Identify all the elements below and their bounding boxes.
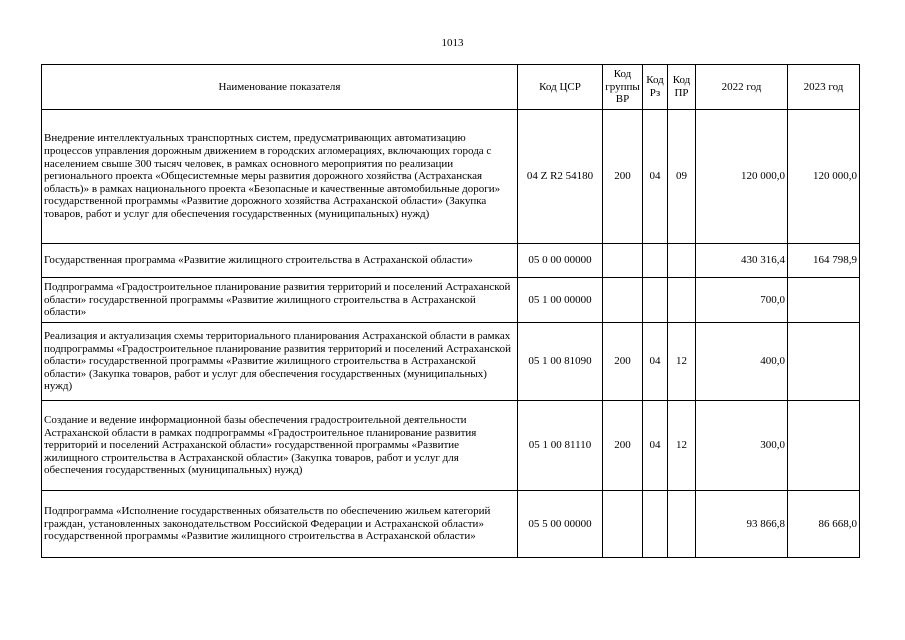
table-row [42, 244, 860, 278]
row-2022: 120 000,0 [696, 110, 788, 244]
header-rz: Код Рз [643, 65, 668, 110]
row-2023 [788, 401, 860, 491]
row-pr: 12 [668, 323, 696, 401]
table-row [42, 401, 860, 491]
header-csr: Код ЦСР [518, 65, 603, 110]
row-rz [643, 278, 668, 323]
table-row [42, 323, 860, 401]
row-2023: 120 000,0 [788, 110, 860, 244]
row-pr [668, 278, 696, 323]
row-vr [603, 278, 643, 323]
row-vr [603, 244, 643, 278]
row-2023: 86 668,0 [788, 491, 860, 558]
row-name: Подпрограмма «Исполнение государственных обязательств по обеспечению жильем категорий граждан, установленных законодательством Российской Федерации и Астраханской области» государственной программы «Развитие жилищного строительства в Астраханской области» [42, 491, 518, 558]
header-pr: Код ПР [668, 65, 696, 110]
row-2022: 430 316,4 [696, 244, 788, 278]
table-row [42, 278, 860, 323]
row-vr: 200 [603, 401, 643, 491]
row-pr [668, 491, 696, 558]
table-row [42, 110, 860, 244]
row-csr: 05 1 00 81110 [518, 401, 603, 491]
row-vr [603, 491, 643, 558]
budget-table [41, 64, 860, 558]
row-name: Внедрение интеллектуальных транспортных систем, предусматривающих автоматизацию процессов управления дорожным движением в городских агломерациях, включающих города с населением свыше 300 тысяч человек, в рамках основного мероприятия по реализации регионального проекта «Общесистемные меры развития дорожного хозяйства (Астраханская область)» в рамках национального проекта «Безопасные и качественные автомобильные дороги» государственной программы «Развитие дорожного хозяйства Астраханской области» (Закупка товаров, работ и услуг для обеспечения государственных (муниципальных) нужд) [42, 110, 518, 244]
row-vr: 200 [603, 110, 643, 244]
table-row [42, 491, 860, 558]
row-csr: 05 5 00 00000 [518, 491, 603, 558]
header-2023: 2023 год [788, 65, 860, 110]
row-name: Реализация и актуализация схемы территориального планирования Астраханской области в рамках подпрограммы «Градостроительное планирование развития территорий и поселений Астраханской области» государственной программы «Развитие жилищного строительства в Астраханской области» (Закупка товаров, работ и услуг для обеспечения государственных (муниципальных) нужд) [42, 323, 518, 401]
row-csr: 05 1 00 00000 [518, 278, 603, 323]
row-2023 [788, 278, 860, 323]
row-rz [643, 244, 668, 278]
row-2022: 700,0 [696, 278, 788, 323]
table-header-row [42, 65, 860, 110]
page-number: 1013 [441, 37, 464, 49]
row-pr: 12 [668, 401, 696, 491]
row-2023: 164 798,9 [788, 244, 860, 278]
header-vr: Код группы ВР [603, 65, 643, 110]
row-2022: 400,0 [696, 323, 788, 401]
header-2022: 2022 год [696, 65, 788, 110]
row-rz: 04 [643, 323, 668, 401]
row-pr [668, 244, 696, 278]
row-csr: 04 Z R2 54180 [518, 110, 603, 244]
row-name: Создание и ведение информационной базы обеспечения градостроительной деятельности Астраханской области в рамках подпрограммы «Градостроительное планирование развития территорий и поселений Астраханской области» государственной программы «Развитие жилищного строительства в Астраханской области» (Закупка товаров, работ и услуг для обеспечения государственных (муниципальных) нужд) [42, 401, 518, 491]
row-rz: 04 [643, 110, 668, 244]
row-rz: 04 [643, 401, 668, 491]
row-2022: 300,0 [696, 401, 788, 491]
row-vr: 200 [603, 323, 643, 401]
row-2022: 93 866,8 [696, 491, 788, 558]
row-2023 [788, 323, 860, 401]
row-name: Государственная программа «Развитие жилищного строительства в Астраханской области» [42, 244, 518, 278]
row-rz [643, 491, 668, 558]
row-csr: 05 1 00 81090 [518, 323, 603, 401]
header-name: Наименование показателя [42, 65, 518, 110]
row-name: Подпрограмма «Градостроительное планирование развития территорий и поселений Астраханской области» государственной программы «Развитие жилищного строительства в Астраханской области» [42, 278, 518, 323]
row-pr: 09 [668, 110, 696, 244]
row-csr: 05 0 00 00000 [518, 244, 603, 278]
